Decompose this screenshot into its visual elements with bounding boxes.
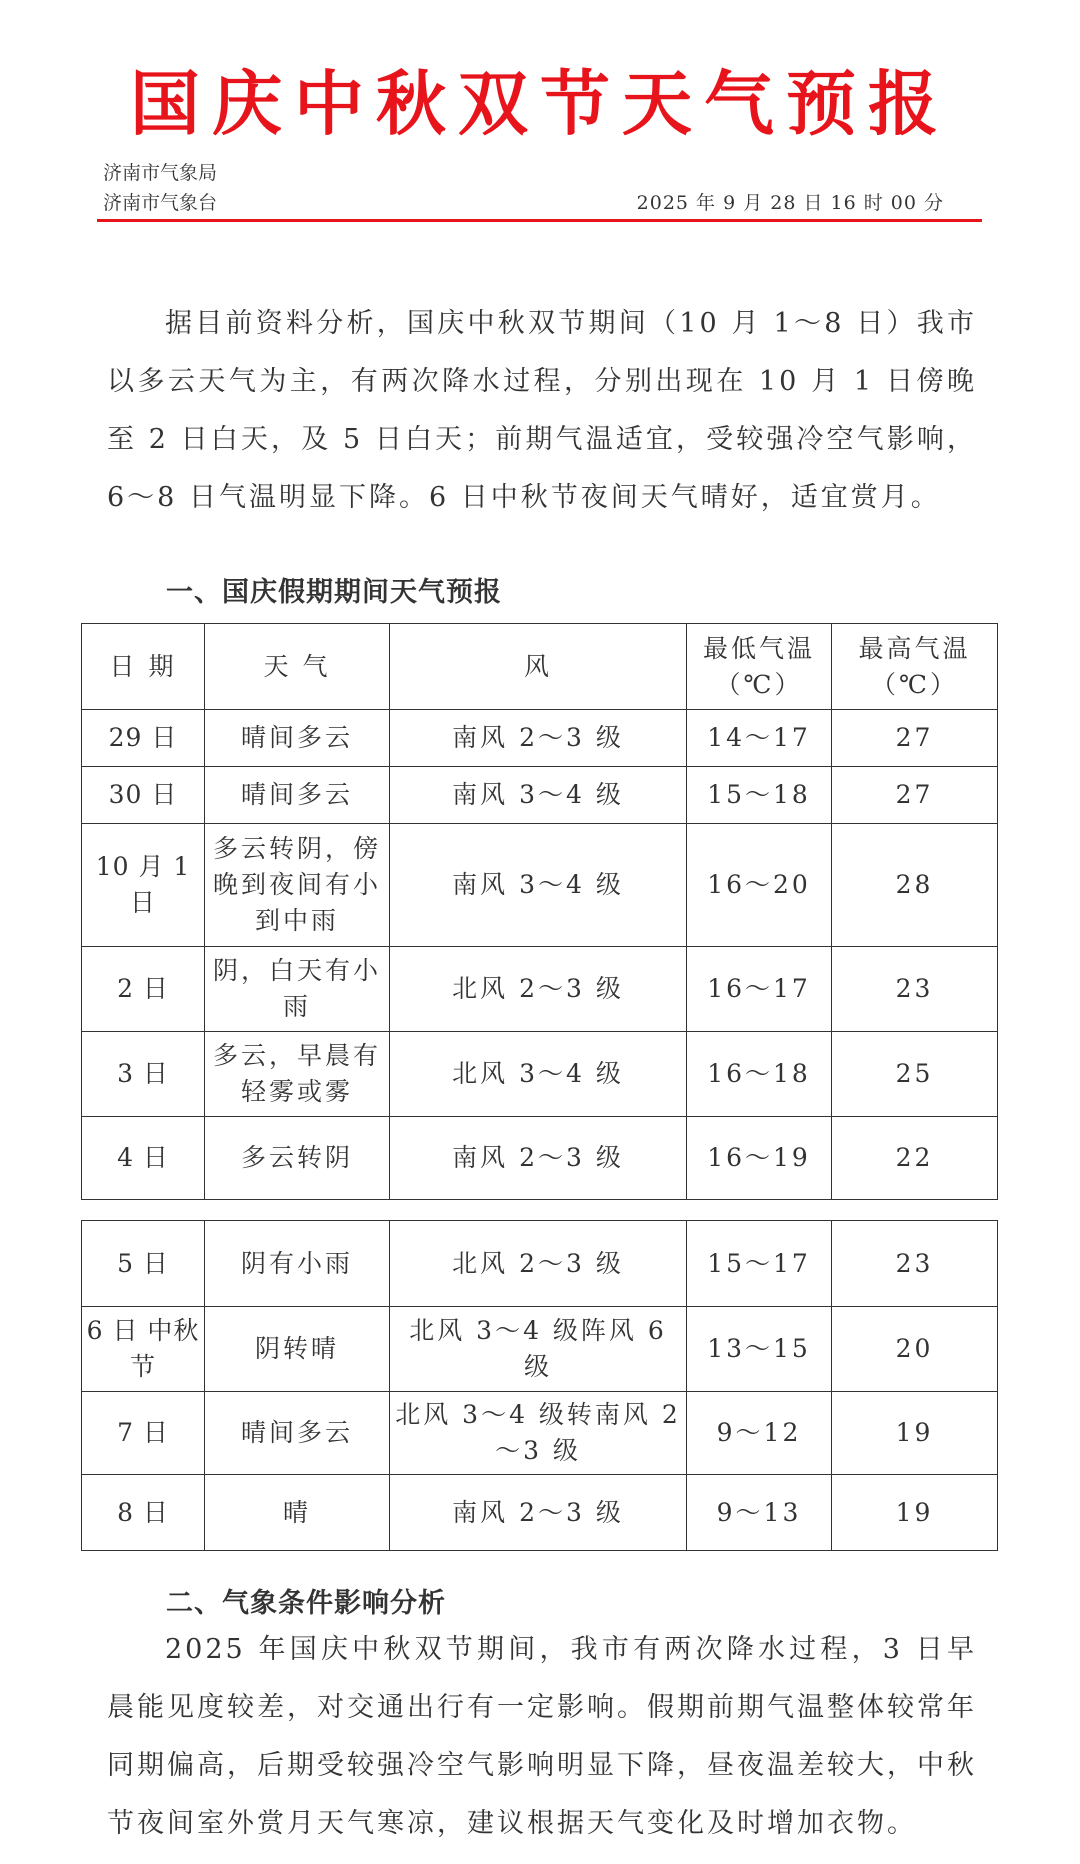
column-header-min-temp: 最低气温（℃） (687, 624, 832, 710)
table-row (82, 1032, 998, 1117)
agency-bureau: 济南市气象局 (103, 162, 218, 184)
cell-date: 3 日 (82, 1032, 205, 1117)
table-row (82, 1392, 998, 1475)
cell-min-temp: 13～15 (687, 1307, 832, 1392)
cell-wind: 北风 3～4 级 (390, 1032, 687, 1117)
cell-max-temp: 27 (832, 767, 998, 824)
cell-wind: 南风 3～4 级 (390, 767, 687, 824)
cell-date: 30 日 (82, 767, 205, 824)
cell-min-temp: 16～18 (687, 1032, 832, 1117)
cell-min-temp: 14～17 (687, 710, 832, 767)
cell-weather: 晴间多云 (205, 767, 390, 824)
issue-time: 2025 年 9 月 28 日 16 时 00 分 (636, 192, 944, 214)
forecast-table-part2 (81, 1220, 998, 1551)
cell-max-temp: 19 (832, 1475, 998, 1551)
agency-observatory: 济南市气象台 (103, 192, 218, 214)
cell-date: 4 日 (82, 1117, 205, 1200)
column-header-date: 日 期 (82, 624, 205, 710)
cell-max-temp: 19 (832, 1392, 998, 1475)
column-header-max-temp: 最高气温（℃） (832, 624, 998, 710)
cell-weather: 晴 (205, 1475, 390, 1551)
table-row (82, 710, 998, 767)
cell-date: 10 月 1 日 (82, 824, 205, 947)
cell-weather: 多云，早晨有轻雾或雾 (205, 1032, 390, 1117)
cell-weather: 阴转晴 (205, 1307, 390, 1392)
table-row (82, 824, 998, 947)
cell-weather: 晴间多云 (205, 1392, 390, 1475)
cell-max-temp: 22 (832, 1117, 998, 1200)
table-row (82, 947, 998, 1032)
cell-wind: 北风 2～3 级 (390, 947, 687, 1032)
cell-date: 2 日 (82, 947, 205, 1032)
cell-max-temp: 20 (832, 1307, 998, 1392)
column-header-wind: 风 (390, 624, 687, 710)
cell-date: 6 日 中秋节 (82, 1307, 205, 1392)
cell-min-temp: 15～17 (687, 1221, 832, 1307)
cell-min-temp: 9～13 (687, 1475, 832, 1551)
table-row (82, 767, 998, 824)
section1-heading: 一、国庆假期期间天气预报 (166, 577, 502, 608)
cell-max-temp: 27 (832, 710, 998, 767)
intro-text: 据目前资料分析，国庆中秋双节期间（10 月 1～8 日）我市以多云天气为主，有两次降水过程，分别出现在 10 月 1 日傍晚至 2 日白天，及 5 日白天；前期气温适宜，受较强冷空气影响，6～8 日气温明显下降。6 日中秋节夜间天气晴好，适宜赏月。 (107, 308, 977, 513)
cell-wind: 北风 2～3 级 (390, 1221, 687, 1307)
cell-weather: 阴有小雨 (205, 1221, 390, 1307)
cell-wind: 北风 3～4 级阵风 6 级 (390, 1307, 687, 1392)
cell-weather: 多云转阴 (205, 1117, 390, 1200)
cell-min-temp: 16～17 (687, 947, 832, 1032)
column-header-weather: 天 气 (205, 624, 390, 710)
cell-wind: 南风 3～4 级 (390, 824, 687, 947)
header-divider (97, 219, 982, 222)
analysis-paragraph (107, 1621, 977, 1853)
forecast-table-part1 (81, 623, 998, 1200)
cell-date: 29 日 (82, 710, 205, 767)
cell-weather: 晴间多云 (205, 710, 390, 767)
cell-wind: 北风 3～4 级转南风 2～3 级 (390, 1392, 687, 1475)
cell-min-temp: 9～12 (687, 1392, 832, 1475)
section2-heading: 二、气象条件影响分析 (166, 1588, 446, 1619)
cell-weather: 阴，白天有小雨 (205, 947, 390, 1032)
cell-max-temp: 25 (832, 1032, 998, 1117)
cell-min-temp: 15～18 (687, 767, 832, 824)
cell-max-temp: 23 (832, 1221, 998, 1307)
cell-max-temp: 23 (832, 947, 998, 1032)
intro-paragraph (107, 295, 977, 527)
cell-wind: 南风 2～3 级 (390, 710, 687, 767)
cell-weather: 多云转阴，傍晚到夜间有小到中雨 (205, 824, 390, 947)
cell-max-temp: 28 (832, 824, 998, 947)
table-row (82, 1221, 998, 1307)
cell-wind: 南风 2～3 级 (390, 1117, 687, 1200)
table-row (82, 1475, 998, 1551)
cell-date: 8 日 (82, 1475, 205, 1551)
cell-min-temp: 16～19 (687, 1117, 832, 1200)
cell-date: 7 日 (82, 1392, 205, 1475)
table-header-row (82, 624, 998, 710)
analysis-text: 2025 年国庆中秋双节期间，我市有两次降水过程，3 日早晨能见度较差，对交通出行有一定影响。假期前期气温整体较常年同期偏高，后期受较强冷空气影响明显下降，昼夜温差较大，中秋节夜间室外赏月天气寒凉，建议根据天气变化及时增加衣物。 (107, 1634, 977, 1839)
table-row (82, 1117, 998, 1200)
cell-min-temp: 16～20 (687, 824, 832, 947)
cell-date: 5 日 (82, 1221, 205, 1307)
cell-wind: 南风 2～3 级 (390, 1475, 687, 1551)
table-row (82, 1307, 998, 1392)
document-title: 国庆中秋双节天气预报 (130, 63, 950, 145)
